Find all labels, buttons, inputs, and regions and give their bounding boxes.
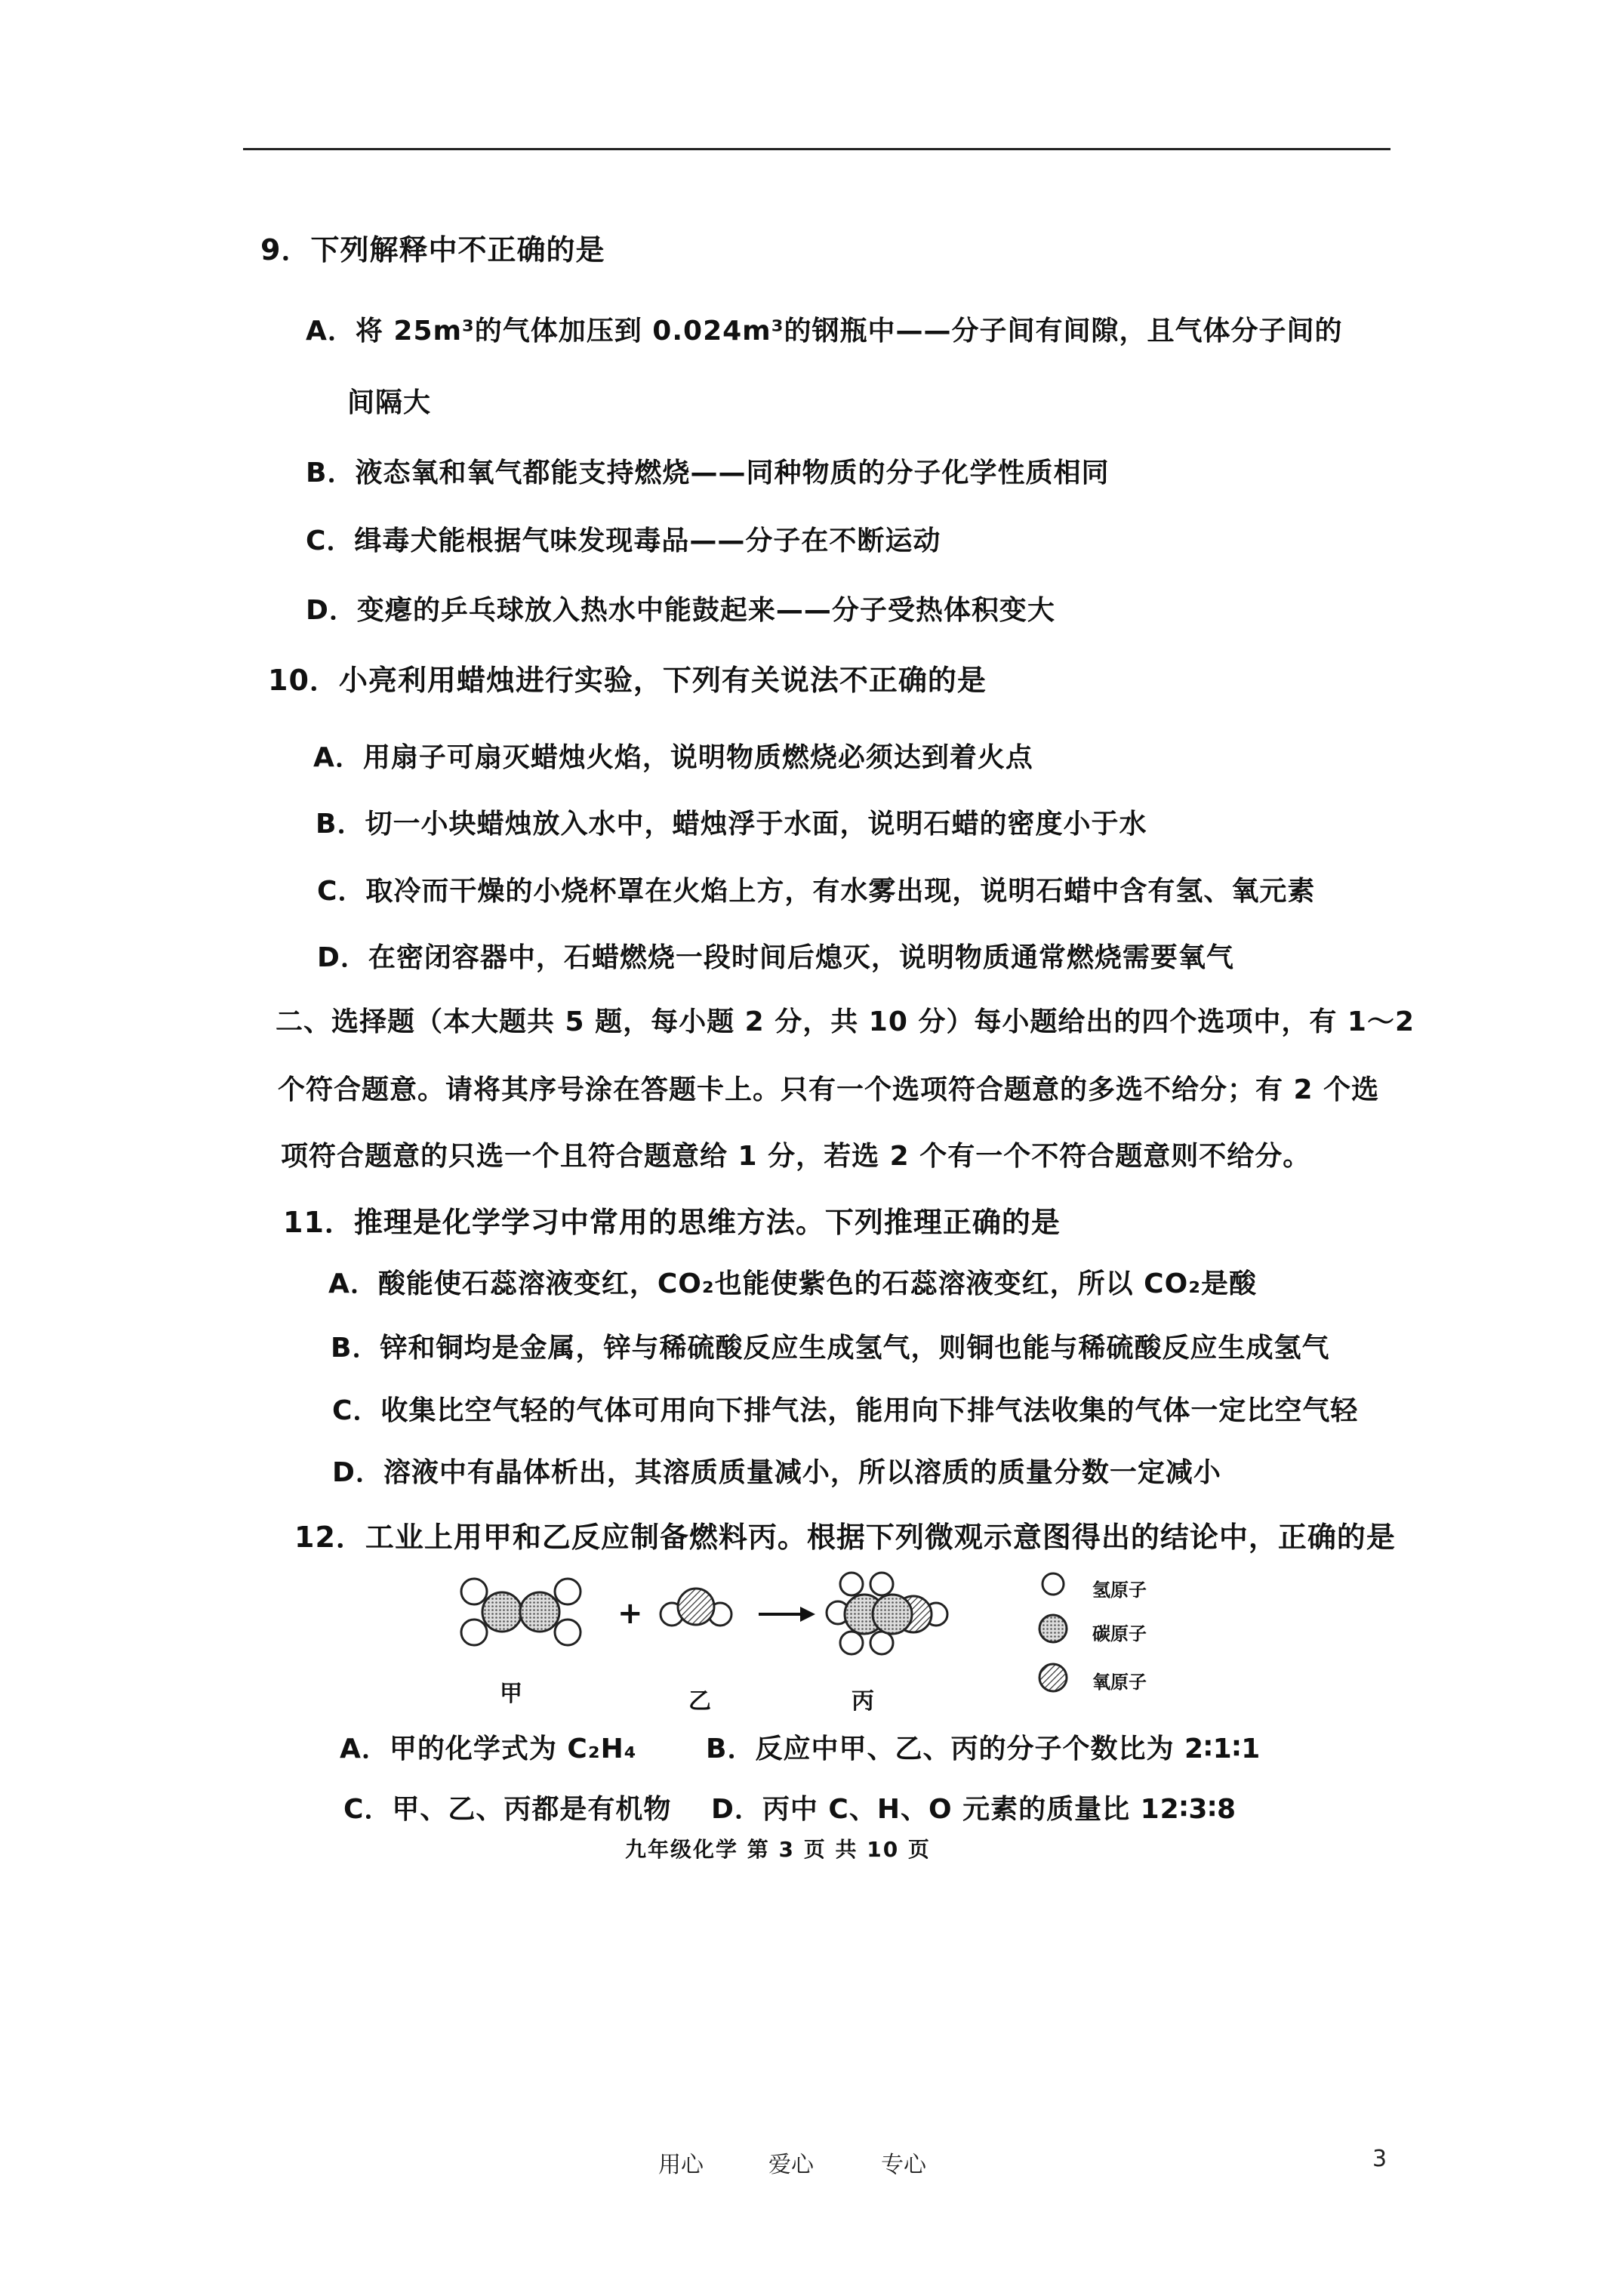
page-number: 3 (1372, 2146, 1387, 2172)
molecule-jia (461, 1579, 581, 1645)
q10-option-c: C．取冷而干燥的小烧杯罩在火焰上方，有水雾出现，说明石蜡中含有氢、氧元素 (317, 876, 1316, 907)
oxygen-atom-icon (1039, 1664, 1067, 1691)
label-bing: 丙 (852, 1688, 874, 1715)
q9-option-d: D．变瘪的乒乓球放入热水中能鼓起来——分子受热体积变大 (306, 595, 1055, 626)
legend-carbon-label: 碳原子 (1092, 1623, 1147, 1644)
legend-hydrogen-label: 氢原子 (1092, 1579, 1147, 1601)
q12-stem: 12．工业上用甲和乙反应制备燃料丙。根据下列微观示意图得出的结论中，正确的是 (294, 1521, 1396, 1554)
footer-motto-2: 爱心 (768, 2152, 814, 2178)
molecule-bing (827, 1573, 947, 1654)
q10-option-b: B．切一小块蜡烛放入水中，蜡烛浮于水面，说明石蜡的密度小于水 (316, 809, 1147, 840)
plus-sign: + (617, 1596, 643, 1631)
q12-option-b: B．反应中甲、乙、丙的分子个数比为 2∶1∶1 (706, 1734, 1261, 1764)
q11-stem: 11．推理是化学学习中常用的思维方法。下列推理正确的是 (283, 1206, 1061, 1239)
label-yi: 乙 (688, 1688, 711, 1715)
header-rule (243, 148, 1390, 150)
section2-line2: 个符合题意。请将其序号涂在答题卡上。只有一个选项符合题意的多选不给分；有 2 个选 (278, 1074, 1380, 1105)
hydrogen-atom-icon (1042, 1573, 1064, 1595)
section2-line3: 项符合题意的只选一个且符合题意给 1 分，若选 2 个有一个不符合题意则不给分。 (281, 1141, 1311, 1172)
q11-option-d: D．溶液中有晶体析出，其溶质质量减小，所以溶质的质量分数一定减小 (332, 1457, 1221, 1488)
molecule-yi (661, 1589, 731, 1626)
q12-option-d: D．丙中 C、H、O 元素的质量比 12∶3∶8 (711, 1794, 1236, 1825)
q12-option-c: C．甲、乙、丙都是有机物 (343, 1794, 672, 1825)
q9-option-c: C．缉毒犬能根据气味发现毒品——分子在不断运动 (306, 525, 941, 556)
q9-option-b: B．液态氧和氧气都能支持燃烧——同种物质的分子化学性质相同 (306, 458, 1110, 488)
q10-option-d: D．在密闭容器中，石蜡燃烧一段时间后熄灭，说明物质通常燃烧需要氧气 (317, 942, 1234, 973)
footer-motto-3: 专心 (881, 2152, 926, 2178)
q11-option-a: A．酸能使石蕊溶液变红，CO₂也能使紫色的石蕊溶液变红，所以 CO₂是酸 (328, 1268, 1257, 1299)
footer-motto-1: 用心 (658, 2152, 704, 2178)
section2-line1: 二、选择题（本大题共 5 题，每小题 2 分，共 10 分）每小题给出的四个选项中，有 1～2 (276, 1006, 1415, 1037)
legend-oxygen-label: 氧原子 (1092, 1672, 1147, 1693)
q10-stem: 10．小亮利用蜡烛进行实验，下列有关说法不正确的是 (268, 664, 987, 697)
reaction-arrow (759, 1607, 815, 1622)
q10-option-a: A．用扇子可扇灭蜡烛火焰，说明物质燃烧必须达到着火点 (313, 742, 1033, 773)
q9-option-a-line1: A．将 25m³的气体加压到 0.024m³的钢瓶中——分子间有间隙，且气体分子间的 (306, 316, 1343, 347)
q11-option-c: C．收集比空气轻的气体可用向下排气法，能用向下排气法收集的气体一定比空气轻 (332, 1395, 1359, 1426)
label-jia: 甲 (500, 1681, 522, 1707)
q12-option-a: A．甲的化学式为 C₂H₄ (340, 1734, 637, 1764)
carbon-atom-icon (1039, 1615, 1067, 1642)
q11-option-b: B．锌和铜均是金属，锌与稀硫酸反应生成氢气，则铜也能与稀硫酸反应生成氢气 (331, 1333, 1330, 1364)
atom-legend (1039, 1573, 1067, 1691)
printed-page-footer: 九年级化学 第 3 页 共 10 页 (625, 1837, 931, 1862)
q9-stem: 9．下列解释中不正确的是 (260, 233, 605, 267)
q9-option-a-line2: 间隔大 (347, 387, 432, 418)
